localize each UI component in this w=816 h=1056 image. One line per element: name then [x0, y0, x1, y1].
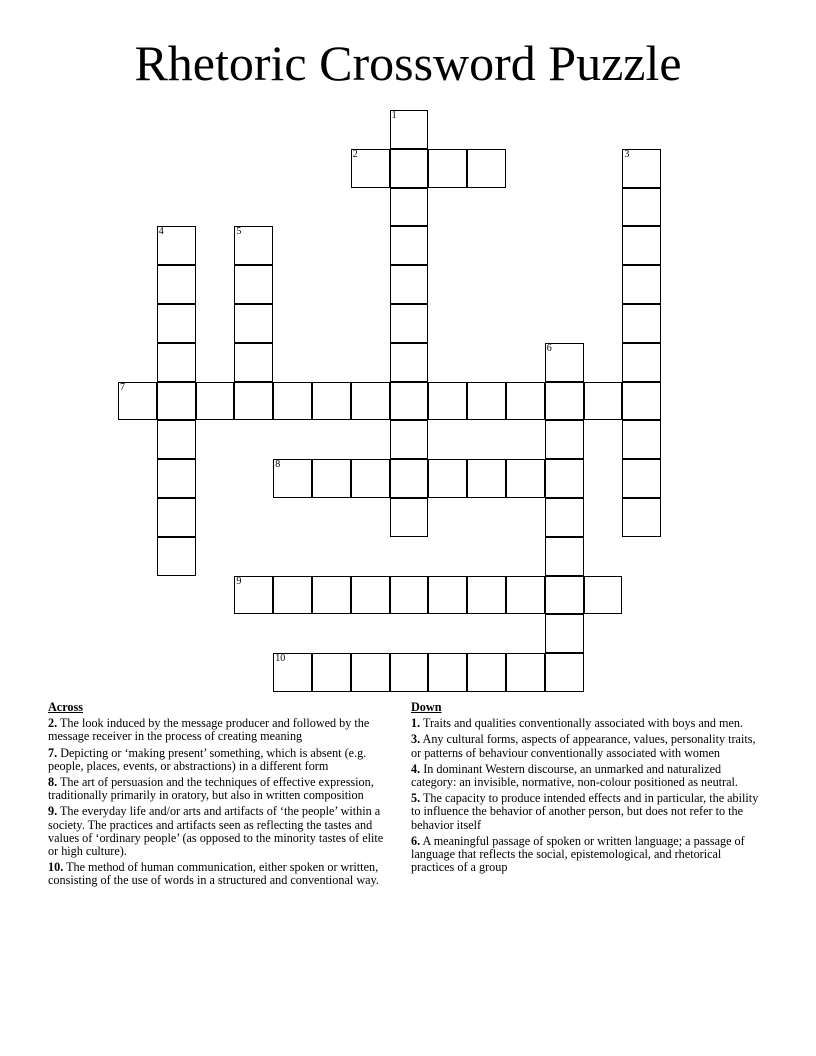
across-heading: Across	[48, 700, 83, 714]
grid-cell[interactable]	[545, 576, 584, 615]
grid-cell[interactable]	[506, 382, 545, 421]
clue-text: The capacity to produce intended effects and in particular, the ability to influence the behavior of another person, but does not refer to the behavior itself	[411, 791, 759, 832]
grid-cell[interactable]	[506, 459, 545, 498]
grid-cell[interactable]	[118, 382, 157, 421]
grid-cell[interactable]	[273, 382, 312, 421]
cell-number: 5	[236, 226, 242, 238]
down-clue-4	[411, 763, 761, 789]
clue-number: 10.	[48, 860, 64, 875]
clue-number: 6.	[411, 833, 421, 848]
down-clues	[411, 701, 761, 877]
grid-cell[interactable]	[351, 149, 390, 188]
grid-cell[interactable]	[234, 265, 273, 304]
grid-cell[interactable]	[390, 382, 429, 421]
clue-text: The everyday life and/or arts and artifacts of ‘the people’ within a society. The practices and artifacts seen as reflecting the tastes and values of ‘ordinary people’ (as opposed to the minority tastes of elite or high culture).	[48, 804, 384, 859]
clue-number: 1.	[411, 716, 421, 731]
grid-cell[interactable]	[622, 188, 661, 227]
across-clue-7	[48, 747, 393, 773]
cell-number: 2	[352, 148, 358, 160]
clue-text: The art of persuasion and the techniques of effective expression, traditionally primarily in oratory, but also in written composition	[48, 775, 374, 803]
grid-cell[interactable]	[467, 653, 506, 692]
grid-cell[interactable]	[390, 304, 429, 343]
grid-cell[interactable]	[157, 304, 196, 343]
across-clue-8	[48, 776, 393, 802]
clue-number: 3.	[411, 732, 421, 747]
across-clues	[48, 701, 393, 891]
grid-cell[interactable]	[390, 188, 429, 227]
grid-cell[interactable]	[196, 382, 235, 421]
grid-cell[interactable]	[390, 149, 429, 188]
grid-cell[interactable]	[622, 149, 661, 188]
grid-cell[interactable]	[390, 110, 429, 149]
grid-cell[interactable]	[390, 576, 429, 615]
grid-cell[interactable]	[545, 537, 584, 576]
grid-cell[interactable]	[390, 420, 429, 459]
grid-cell[interactable]	[273, 653, 312, 692]
across-clue-9	[48, 805, 393, 858]
clue-text: The method of human communication, either spoken or written, consisting of the use of words in a structured and conventional way.	[48, 860, 379, 888]
grid-cell[interactable]	[622, 459, 661, 498]
clue-number: 8.	[48, 775, 58, 790]
across-clue-10	[48, 861, 393, 887]
page-title: Rhetoric Crossword Puzzle	[134, 35, 682, 91]
clue-text: In dominant Western discourse, an unmarked and naturalized category: an invisible, normative, non-colour positioned as neutral.	[411, 761, 738, 790]
down-clue-3	[411, 733, 761, 759]
grid-cell[interactable]	[506, 576, 545, 615]
down-clue-1	[411, 717, 761, 730]
grid-cell[interactable]	[312, 576, 351, 615]
grid-cell[interactable]	[545, 653, 584, 692]
grid-cell[interactable]	[467, 382, 506, 421]
clue-number: 2.	[48, 716, 58, 731]
grid-cell[interactable]	[273, 576, 312, 615]
grid-cell[interactable]	[157, 382, 196, 421]
grid-cell[interactable]	[351, 653, 390, 692]
grid-cell[interactable]	[234, 226, 273, 265]
clue-text: A meaningful passage of spoken or written language; a passage of language that reflects the social, epistemological, and rhetorical practices of a group	[411, 833, 745, 875]
grid-cell[interactable]	[622, 265, 661, 304]
grid-cell[interactable]	[234, 343, 273, 382]
clue-text: Depicting or ‘making present’ something, which is absent (e.g. people, places, events, or abstractions) in a different form	[48, 745, 367, 773]
grid-cell[interactable]	[234, 576, 273, 615]
grid-cell[interactable]	[428, 576, 467, 615]
grid-cell[interactable]	[467, 149, 506, 188]
grid-cell[interactable]	[234, 304, 273, 343]
grid-cell[interactable]	[622, 382, 661, 421]
clue-number: 9.	[48, 804, 58, 819]
grid-cell[interactable]	[428, 653, 467, 692]
grid-cell[interactable]	[351, 576, 390, 615]
grid-cell[interactable]	[234, 382, 273, 421]
grid-cell[interactable]	[157, 420, 196, 459]
grid-cell[interactable]	[545, 614, 584, 653]
grid-cell[interactable]	[157, 537, 196, 576]
clue-text: Traits and qualities conventionally associated with boys and men.	[422, 716, 744, 731]
down-clue-5	[411, 792, 761, 832]
grid-cell[interactable]	[622, 420, 661, 459]
grid-cell[interactable]	[312, 459, 351, 498]
grid-cell[interactable]	[428, 459, 467, 498]
grid-cell[interactable]	[622, 498, 661, 537]
cell-number: 4	[158, 226, 164, 238]
grid-cell[interactable]	[622, 304, 661, 343]
grid-cell[interactable]	[545, 459, 584, 498]
grid-cell[interactable]	[545, 343, 584, 382]
cell-number: 1	[391, 110, 397, 121]
grid-cell[interactable]	[157, 265, 196, 304]
grid-cell[interactable]	[584, 382, 623, 421]
grid-cell[interactable]	[312, 382, 351, 421]
grid-cell[interactable]	[428, 149, 467, 188]
cell-number: 9	[236, 575, 242, 587]
grid-cell[interactable]	[622, 226, 661, 265]
grid-cell[interactable]	[545, 498, 584, 537]
cell-number: 6	[546, 342, 552, 354]
grid-cell[interactable]	[467, 459, 506, 498]
grid-cell[interactable]	[428, 382, 467, 421]
cell-number: 8	[275, 459, 281, 471]
grid-cell[interactable]	[390, 265, 429, 304]
grid-cell[interactable]	[390, 226, 429, 265]
clue-number: 7.	[48, 745, 58, 760]
grid-cell[interactable]	[390, 653, 429, 692]
grid-cell[interactable]	[390, 498, 429, 537]
grid-cell[interactable]	[390, 343, 429, 382]
grid-cell[interactable]	[351, 459, 390, 498]
grid-cell[interactable]	[545, 420, 584, 459]
clue-number: 5.	[411, 791, 421, 806]
grid-cell[interactable]	[312, 653, 351, 692]
grid-cell[interactable]	[157, 459, 196, 498]
grid-cell[interactable]	[351, 382, 390, 421]
cell-number: 3	[624, 148, 630, 160]
grid-cell[interactable]	[584, 576, 623, 615]
clue-number: 4.	[411, 761, 421, 776]
grid-cell[interactable]	[157, 226, 196, 265]
grid-cell[interactable]	[467, 576, 506, 615]
grid-cell[interactable]	[506, 653, 545, 692]
grid-cell[interactable]	[157, 498, 196, 537]
grid-cell[interactable]	[390, 459, 429, 498]
clue-text: Any cultural forms, aspects of appearance, values, personality traits, or patterns of behaviour conventionally associated with women	[411, 732, 756, 760]
across-clue-2	[48, 717, 393, 743]
cell-number: 10	[275, 653, 286, 665]
grid-cell[interactable]	[545, 382, 584, 421]
down-heading: Down	[411, 700, 442, 714]
grid-cell[interactable]	[622, 343, 661, 382]
grid-cell[interactable]	[273, 459, 312, 498]
down-clue-6	[411, 835, 761, 875]
cell-number: 7	[120, 381, 125, 393]
grid-cell[interactable]	[157, 343, 196, 382]
clue-text: The look induced by the message producer and followed by the message receiver in the process of creating meaning	[48, 716, 370, 744]
